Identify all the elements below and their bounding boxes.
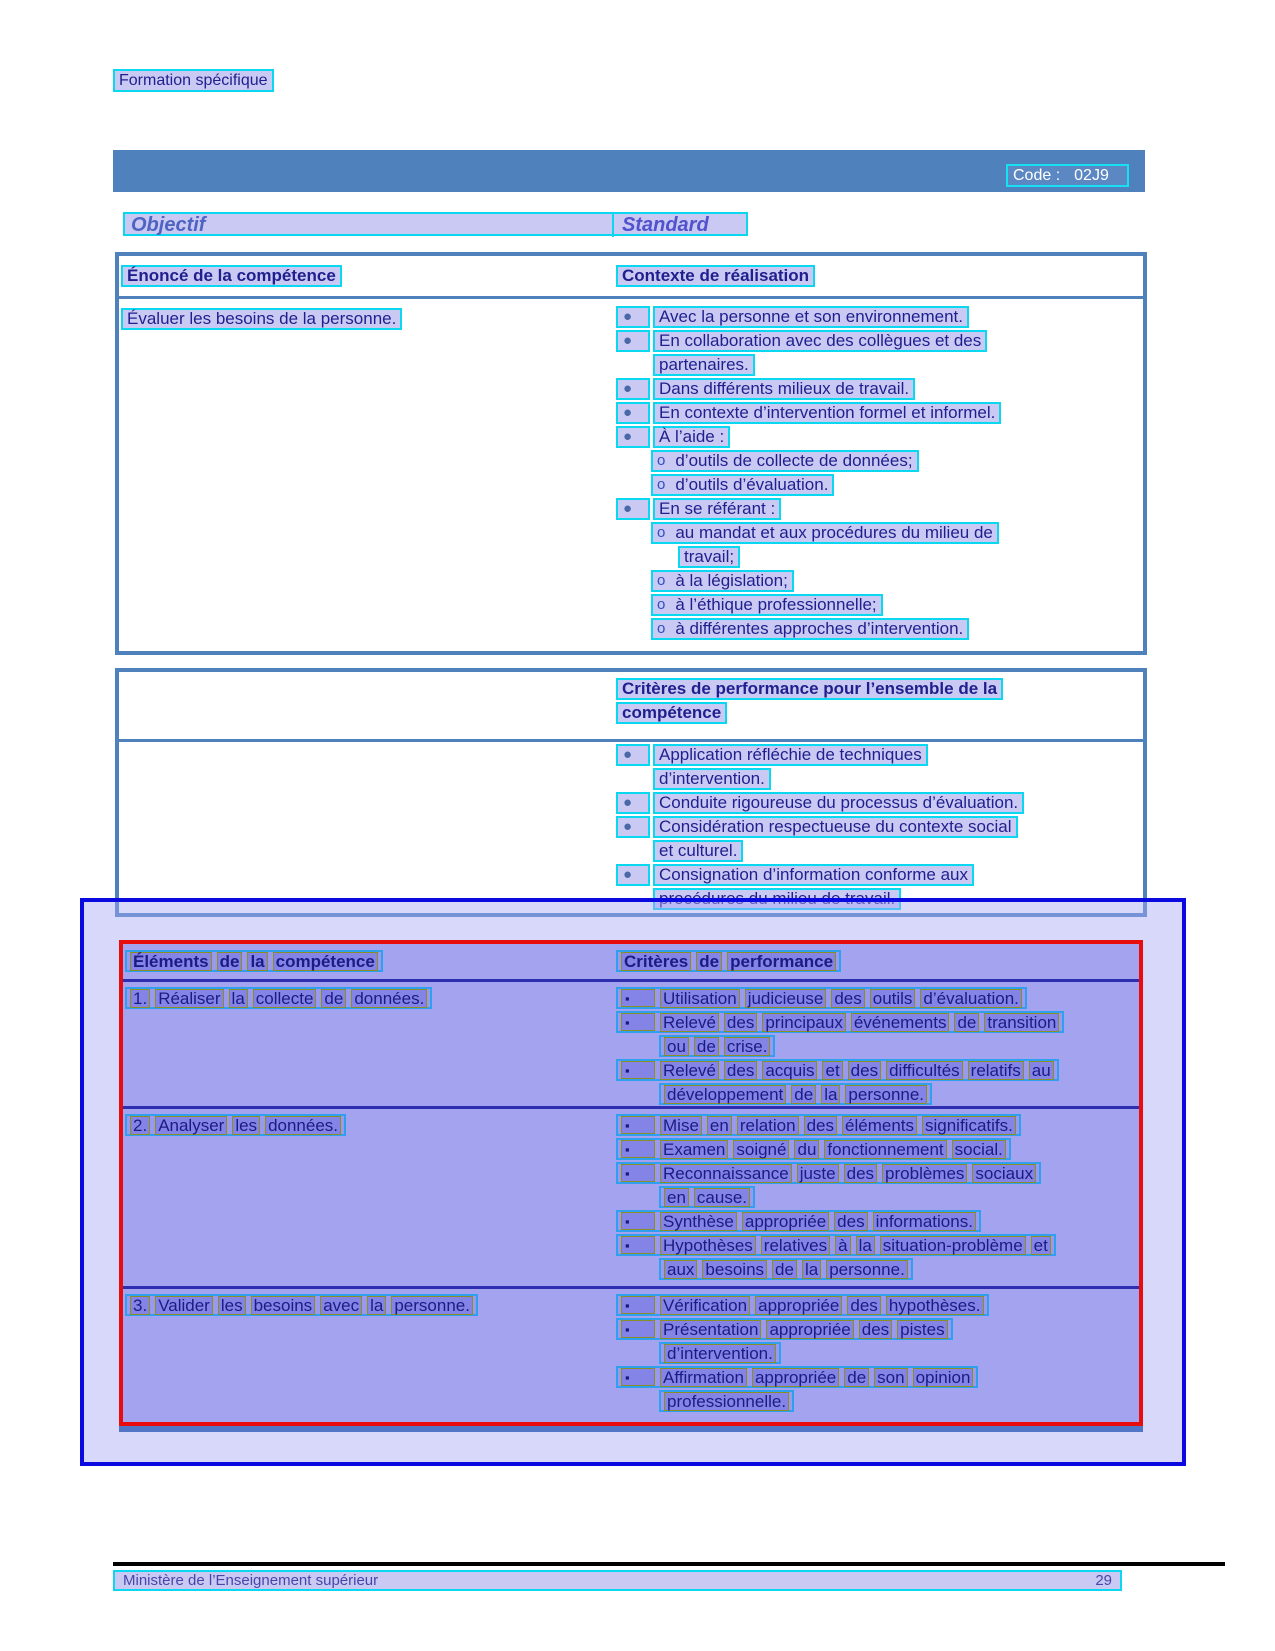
word-box: d’évaluation. [920, 989, 1021, 1008]
bullet-line [616, 1210, 981, 1232]
word-box: crise. [724, 1037, 771, 1056]
bullet-dot-icon: ▪ [621, 1164, 655, 1182]
bullet-line [616, 987, 1027, 1009]
highlight-text: Considération respectueuse du contexte social [653, 816, 1018, 838]
bullet-dot-icon: ● [616, 792, 650, 814]
footer-page-number: 29 [1095, 1572, 1112, 1589]
sub-bullet-line [651, 618, 969, 640]
sub-bullet-line [651, 522, 999, 544]
highlight-text: En se référant : [653, 498, 781, 520]
table-enonce-competence [115, 252, 1147, 655]
word-box: la [367, 1296, 386, 1315]
table1-bullet-list [616, 306, 1143, 642]
word-box: de [954, 1013, 979, 1032]
table3-header-left [125, 950, 383, 972]
highlight-text: Conduite rigoureuse du processus d’évaluation. [653, 792, 1024, 814]
annotation-overlay-box [80, 898, 1186, 1466]
bullet-dot-icon: ● [616, 402, 650, 424]
section-heading-bar [123, 212, 748, 236]
word-box: du [794, 1140, 819, 1159]
table3-right-cell [616, 1294, 989, 1414]
bullet-line [616, 864, 974, 886]
table3-left-cell [125, 987, 432, 1009]
bullet-line-continuation [659, 1342, 781, 1364]
bullet-dot-icon: ▪ [621, 1368, 655, 1386]
word-box: des [804, 1116, 837, 1135]
word-box: juste [797, 1164, 839, 1183]
word-box: éléments [842, 1116, 917, 1135]
word-box: Éléments [130, 952, 212, 971]
word-box: soigné [733, 1140, 789, 1159]
word-box: personne. [826, 1260, 908, 1279]
formation-specifique-label: Formation spécifique [113, 69, 274, 92]
highlight-text: Consignation d’information conforme aux [653, 864, 974, 886]
bullet-line [616, 1234, 1056, 1256]
word-box: Relevé [660, 1013, 719, 1032]
word-box: Critères [621, 952, 691, 971]
word-box: et [822, 1061, 842, 1080]
word-box: les [218, 1296, 246, 1315]
word-box: des [859, 1320, 892, 1339]
code-box [1006, 164, 1129, 187]
footer-bar [113, 1570, 1122, 1591]
word-box: besoins [702, 1260, 767, 1279]
bullet-line [616, 816, 1018, 838]
bullet-line [616, 306, 969, 328]
word-box: des [848, 1061, 881, 1080]
word-box: Utilisation [660, 989, 740, 1008]
bullet-line [616, 1114, 1021, 1136]
bullet-dot-icon: ● [616, 816, 650, 838]
highlight-text: Application réfléchie de techniques [653, 744, 928, 766]
highlight-text: o d’outils d’évaluation. [651, 474, 834, 496]
sub-bullet-line [651, 450, 919, 472]
table3-row-3 [123, 1289, 1139, 1413]
word-box: des [844, 1164, 877, 1183]
title-banner [113, 150, 1145, 192]
word-box: informations. [873, 1212, 976, 1231]
word-box: social. [952, 1140, 1006, 1159]
word-box: développement [664, 1085, 786, 1104]
word-box: relatives [761, 1236, 830, 1255]
word-box: données. [351, 989, 427, 1008]
word-box: Analyser [155, 1116, 227, 1135]
word-box: fonctionnement [824, 1140, 946, 1159]
sub-bullet-circle-icon: o [657, 452, 666, 469]
word-box: outils [870, 989, 916, 1008]
highlight-text: o à différentes approches d’intervention. [651, 618, 969, 640]
bullet-line [616, 1162, 1041, 1184]
word-box: des [724, 1013, 757, 1032]
word-box: personne. [845, 1085, 927, 1104]
word-box: opinion [913, 1368, 974, 1387]
bullet-line-continuation [659, 1390, 794, 1412]
bullet-line [616, 744, 928, 766]
bullet-dot-icon: ▪ [621, 1061, 655, 1079]
table3-row-2 [123, 1109, 1139, 1289]
word-box: la [247, 952, 267, 971]
sub-bullet-circle-icon: o [657, 476, 666, 493]
table3-bottom-border-line [119, 1426, 1143, 1432]
bullet-dot-icon: ▪ [621, 1013, 655, 1031]
word-box: en [707, 1116, 732, 1135]
bullet-line [616, 1138, 1011, 1160]
word-box: d’intervention. [664, 1344, 776, 1363]
word-box: des [834, 1212, 867, 1231]
word-box: au [1029, 1061, 1054, 1080]
bullet-line-continuation [659, 1083, 932, 1105]
bullet-line-continuation [659, 1258, 913, 1280]
bullet-dot-icon: ● [616, 330, 650, 352]
word-box: cause. [694, 1188, 750, 1207]
table2-header-row [119, 672, 1143, 742]
word-box: personne. [391, 1296, 473, 1315]
word-box: de [321, 989, 346, 1008]
bullet-dot-icon: ● [616, 426, 650, 448]
word-box: significatifs. [922, 1116, 1016, 1135]
word-box: Hypothèses [660, 1236, 756, 1255]
word-box: pistes [897, 1320, 947, 1339]
word-box: des [831, 989, 864, 1008]
word-box: relatifs [968, 1061, 1024, 1080]
word-box: 1. [130, 989, 150, 1008]
word-box: sociaux [972, 1164, 1036, 1183]
bullet-dot-icon: ● [616, 864, 650, 886]
word-box: de [844, 1368, 869, 1387]
bullet-line [616, 330, 987, 352]
bullet-line [616, 426, 730, 448]
table2-bullet-list [616, 744, 1143, 912]
highlight-text: Dans différents milieux de travail. [653, 378, 915, 400]
word-box: transition [984, 1013, 1059, 1032]
word-box: Relevé [660, 1061, 719, 1080]
table1-header-right: Contexte de réalisation [616, 265, 815, 287]
bullet-dot-icon: ● [616, 498, 650, 520]
word-box: problèmes [882, 1164, 967, 1183]
word-box: de [772, 1260, 797, 1279]
sub-bullet-circle-icon: o [657, 596, 666, 613]
table2-header-line2: compétence [616, 702, 727, 724]
word-box: des [847, 1296, 880, 1315]
word-box: de [694, 1037, 719, 1056]
word-box: collecte [253, 989, 317, 1008]
word-box: difficultés [886, 1061, 963, 1080]
sub-bullet-circle-icon: o [657, 620, 666, 637]
word-box: principaux [762, 1013, 846, 1032]
word-box: les [232, 1116, 260, 1135]
bullet-line [616, 1059, 1059, 1081]
standard-label: Standard [612, 214, 709, 237]
table3-left-cell [125, 1114, 346, 1136]
sub-bullet-circle-icon: o [657, 524, 666, 541]
bullet-dot-icon: ▪ [621, 1236, 655, 1254]
word-box: données. [265, 1116, 341, 1135]
bullet-line-continuation [659, 1035, 775, 1057]
word-box: acquis [762, 1061, 817, 1080]
table3-header-right [616, 950, 841, 972]
bullet-line [616, 1011, 1064, 1033]
footer-rule [113, 1562, 1225, 1566]
bullet-line-continuation [659, 1186, 755, 1208]
word-box: judicieuse [745, 989, 827, 1008]
table2-body-row [119, 742, 1143, 912]
table3-row-1 [123, 982, 1139, 1109]
bullet-line [616, 498, 781, 520]
word-box: la [802, 1260, 821, 1279]
highlight-text-continuation: procédures du milieu de travail. [653, 888, 901, 910]
highlight-text: En collaboration avec des collègues et des [653, 330, 987, 352]
word-box: appropriée [752, 1368, 839, 1387]
highlight-text-continuation: d’intervention. [653, 768, 771, 790]
bullet-line [616, 1318, 953, 1340]
footer-text: Ministère de l’Enseignement supérieur [123, 1572, 379, 1589]
table1-body-row [119, 299, 1143, 642]
bullet-dot-icon: ▪ [621, 1212, 655, 1230]
bullet-dot-icon: ▪ [621, 1296, 655, 1314]
word-box: hypothèses. [886, 1296, 984, 1315]
word-box: la [229, 989, 248, 1008]
word-box: appropriée [742, 1212, 829, 1231]
word-box: Examen [660, 1140, 728, 1159]
bullet-line [616, 1294, 989, 1316]
highlight-text-continuation: travail; [678, 546, 740, 568]
word-box: professionnelle. [664, 1392, 789, 1411]
highlight-text: Avec la personne et son environnement. [653, 306, 969, 328]
table3-right-cell [616, 987, 1064, 1107]
table3-header-row [123, 944, 1139, 982]
word-box: Synthèse [660, 1212, 737, 1231]
bullet-dot-icon: ● [616, 306, 650, 328]
bullet-line [616, 378, 915, 400]
word-box: de [696, 952, 722, 971]
highlight-text-continuation: partenaires. [653, 354, 755, 376]
sub-bullet-line [678, 546, 740, 568]
word-box: Présentation [660, 1320, 761, 1339]
bullet-dot-icon: ▪ [621, 1140, 655, 1158]
word-box: appropriée [755, 1296, 842, 1315]
bullet-dot-icon: ▪ [621, 989, 655, 1007]
word-box: Reconnaissance [660, 1164, 792, 1183]
highlight-text: o à l’éthique professionnelle; [651, 594, 883, 616]
word-box: Valider [155, 1296, 213, 1315]
word-box: de [217, 952, 243, 971]
highlight-text: o à la législation; [651, 570, 794, 592]
word-box: son [874, 1368, 907, 1387]
highlight-text-continuation: et culturel. [653, 840, 743, 862]
word-box: performance [727, 952, 836, 971]
highlight-text: À l’aide : [653, 426, 730, 448]
sub-bullet-line [651, 570, 794, 592]
word-box: de [791, 1085, 816, 1104]
word-box: appropriée [766, 1320, 853, 1339]
bullet-dot-icon: ● [616, 378, 650, 400]
bullet-line [653, 840, 743, 862]
word-box: relation [737, 1116, 799, 1135]
sub-bullet-line [651, 474, 834, 496]
bullet-line [653, 768, 771, 790]
code-value: 02J9 [1074, 166, 1109, 184]
bullet-dot-icon: ▪ [621, 1116, 655, 1134]
highlight-text: o d’outils de collecte de données; [651, 450, 919, 472]
word-box: Affirmation [660, 1368, 747, 1387]
table1-left-cell-text: Évaluer les besoins de la personne. [121, 308, 402, 330]
word-box: à [835, 1236, 850, 1255]
table1-header-left: Énoncé de la compétence [121, 265, 342, 287]
word-box: événements [851, 1013, 950, 1032]
word-box: aux [664, 1260, 697, 1279]
table3-right-cell [616, 1114, 1056, 1282]
sub-bullet-circle-icon: o [657, 572, 666, 589]
word-box: et [1031, 1236, 1051, 1255]
sub-bullet-line [651, 594, 883, 616]
word-box: avec [320, 1296, 362, 1315]
bullet-dot-icon: ● [616, 744, 650, 766]
word-box: des [724, 1061, 757, 1080]
word-box: Réaliser [155, 989, 223, 1008]
word-box: Mise [660, 1116, 702, 1135]
word-box: la [821, 1085, 840, 1104]
word-box: besoins [251, 1296, 316, 1315]
table2-header-line1: Critères de performance pour l’ensemble de la [616, 678, 1003, 700]
table3-left-cell [125, 1294, 478, 1316]
word-box: compétence [273, 952, 378, 971]
bullet-line [616, 402, 1001, 424]
word-box: la [856, 1236, 875, 1255]
word-box: en [664, 1188, 689, 1207]
bullet-dot-icon: ▪ [621, 1320, 655, 1338]
word-box: Vérification [660, 1296, 750, 1315]
word-box: situation-problème [880, 1236, 1026, 1255]
highlight-text: o au mandat et aux procédures du milieu de [651, 522, 999, 544]
bullet-line [616, 792, 1024, 814]
highlight-text: En contexte d’intervention formel et informel. [653, 402, 1001, 424]
table-elements-competence-red-box [119, 940, 1143, 1426]
bullet-line [653, 354, 755, 376]
table1-header-row [119, 256, 1143, 299]
word-box: ou [664, 1037, 689, 1056]
bullet-line [616, 1366, 978, 1388]
code-label: Code : [1013, 166, 1061, 184]
word-box: 3. [130, 1296, 150, 1315]
table-criteres-ensemble [115, 668, 1147, 917]
word-box: 2. [130, 1116, 150, 1135]
objectif-label: Objectif [131, 214, 206, 236]
table2-header-right [616, 678, 1003, 724]
